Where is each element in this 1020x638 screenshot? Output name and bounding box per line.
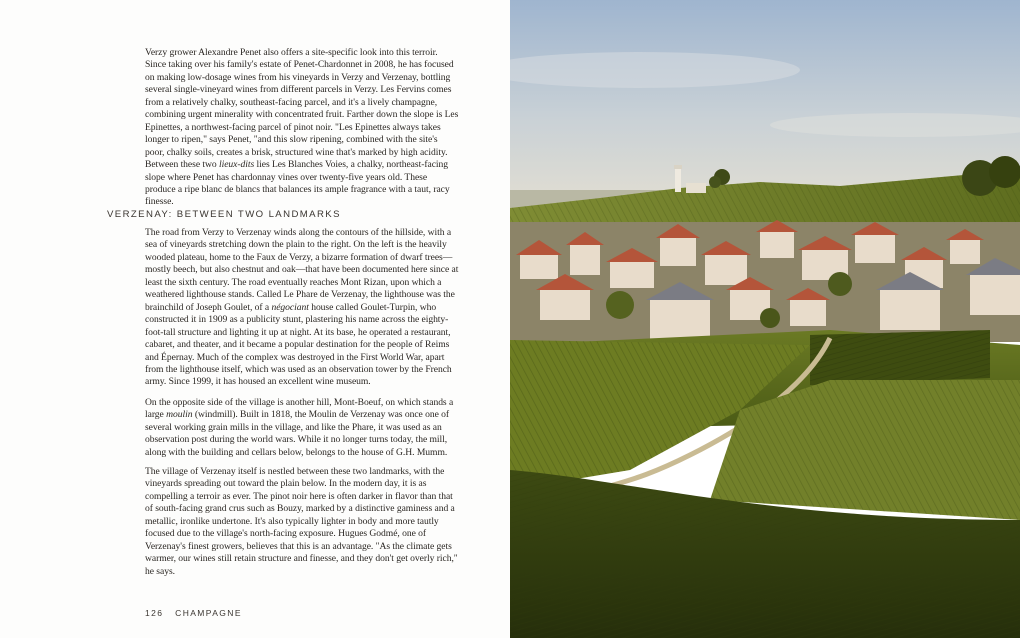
paragraph-text: house called Goulet-Turpin, who constructed it in 1909 as a publicity stunt, plastering his name across the eighty-foot-tall structure and lighting it up at night. At its base, he operated a restaurant, cabaret, and theater, and it became a popular destination for the people of Reims and Épernay. Much of the complex was destroyed in the First World War, apart from the lighthouse itself, which was used as an observation tower by the French army. Since 1999, it has housed an excellent wine museum. <box>145 301 452 388</box>
paragraph <box>145 397 459 459</box>
italic-term: moulin <box>166 409 193 421</box>
text-column <box>145 466 459 578</box>
village <box>510 220 1020 342</box>
italic-term: lieux-dits <box>218 159 255 171</box>
text-column <box>145 397 459 459</box>
paragraph: The village of Verzenay itself is nestled between these two landmarks, with the vineyards spreading out toward the plain below. In the modern day, it is as compelling a terroir as ever. The pinot noir here is often darker in flavor than that of south-facing grand crus such as Bouzy, marked by a distinctive gaminess and a metallic, ironlike undertone. It's also typically lighter in body and more tautly focused due to the village's north-facing exposure. Hugues Godmé, one of Verzenay's finest growers, believes that this is an advantage. "As the climate gets warmer, our wines still retain structure and finesse, and they don't get overly rich," he says. <box>145 466 458 577</box>
paragraph-text: (windmill). Built in 1818, the Moulin de Verzenay was once one of several working grain mills in the village, and like the Phare, it was used as an observation post during the world wars. While it no longer turns today, the mill, along with the building and cellars below, belongs to the house of G.H. Mumm. <box>145 409 450 458</box>
folio <box>145 608 242 618</box>
section-heading: VERZENAY: BETWEEN TWO LANDMARKS <box>107 209 341 220</box>
text-column <box>145 47 459 209</box>
paragraph <box>145 227 459 389</box>
paragraph-text: The road from Verzy to Verzenay winds along the contours of the hillside, with a sea of vineyards stretching down the plain to the right. On the left is the heavily wooded plateau, home to the Faux de Verzy, a bizarre formation of dwarf trees—mostly beech, but also chestnut and oak—that have been documented here since at least the sixth century. The road eventually reaches Mont Rizan, upon which a weathered lighthouse stands. Called Le Phare de Verzenay, the lighthouse was the brainchild of Joseph Goulet, of a <box>145 227 459 313</box>
text-column <box>145 227 459 389</box>
running-title: CHAMPAGNE <box>175 608 242 618</box>
page-number: 126 <box>145 608 164 618</box>
italic-term: négociant <box>271 301 309 313</box>
paragraph-text: On the opposite side of the village is another hill, Mont-Boeuf, on which stands a large <box>145 397 454 421</box>
vineyard-village-lighthouse-photo <box>510 0 1020 638</box>
photo-illustration <box>510 0 1020 638</box>
paragraph-text: Verzy grower Alexandre Penet also offers a site-specific look into this terroir. Since taking over his family's estate of Penet-Chardonnet in 2008, he has focused on making low-dosage wines from his vineyards in Verzy and Verzenay, bottling several single-vineyard wines from different parcels in Verzy. Les Fervins comes from a relatively chalky, southeast-facing parcel, and it's a lively champagne, combining urgent minerality with concentrated fruit. Farther down the slope is Les Epinettes, a northwest-facing parcel of pinot noir. "Les Epinettes always takes longer to ripen," says Penet, "and this slow ripening, combined with the site's poor, chalky soils, creates a brisk, structured wine that's marked by high acidity. Between these two <box>145 47 459 171</box>
paragraph-text: lies Les Blanches Voies, a chalky, northeast-facing slope where Penet has chardonnay vines over twenty-five years old. These produce a ripe blanc de blancs that balances its ample fragrance with a taut, racy finesse. <box>145 159 450 208</box>
paragraph <box>145 47 459 209</box>
